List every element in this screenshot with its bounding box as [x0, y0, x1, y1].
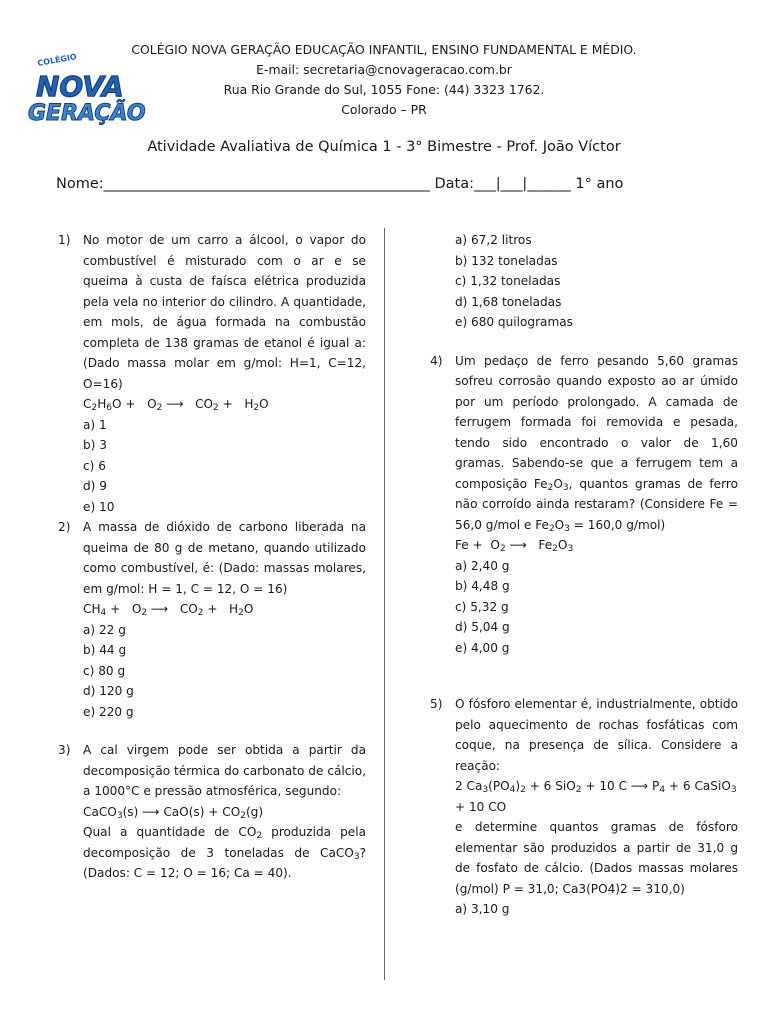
option: b) 4,48 g: [455, 579, 510, 593]
option: c) 6: [83, 458, 106, 473]
option: c) 80 g: [83, 663, 126, 678]
option: a) 22 g: [83, 622, 126, 637]
left-column: [58, 230, 366, 884]
equation-methane: $CH_4 + O_2$ ⟶ $CO_2 + H_2O$: [83, 602, 254, 618]
question-text: O fósforo elementar é, industrialmente, obtido pelo aquecimento de rochas fosfáticas com coque, na presença de sílica. Considere a reação:: [455, 697, 738, 773]
option: e) 4,00 g: [455, 640, 510, 655]
question-3: [58, 740, 366, 802]
right-column: [430, 230, 738, 920]
question-number: 5): [430, 697, 443, 711]
option: a) 2,40 g: [455, 558, 510, 573]
question-text: A cal virgem pode ser obtida a partir da decomposição térmica do carbonato de cálcio, a 1000°C e pressão atmosférica, segundo:: [83, 743, 366, 798]
school-address: Rua Rio Grande do Sul, 1055 Fone: (44) 3323 1762.: [223, 82, 545, 97]
question-number: 2): [58, 520, 71, 534]
option: b) 3: [83, 438, 107, 452]
question-4: [430, 351, 738, 536]
option: e) 220 g: [83, 704, 134, 719]
student-info-line: Nome:_____________________________________________ Data:___|___|______ 1° ano: [56, 176, 624, 192]
question-text: Um pedaço de ferro pesando 5,60 gramas sofreu corrosão quando exposto ao ar úmido por um período prolongado. A camada de ferrugem formada foi removida e pesada, tendo sido encontrado o valor de 1,60 gramas. Sabendo-se que a ferrugem tem a composição $Fe_2O_3$, quantos gramas de ferro não corroído ainda restaram? (Considere Fe = 56,0 g/mol e $Fe_2O_3 = 160,0$ g/mol): [455, 353, 738, 534]
column-divider: [384, 228, 385, 980]
option: d) 5,04 g: [455, 620, 510, 634]
option: e) 10: [83, 499, 115, 514]
question-number: 1): [58, 233, 71, 247]
logo-line1: NOVA: [36, 70, 124, 103]
question-text: e determine quantos gramas de fósforo elementar são produzidos a partir de 31,0 g de fosfato de cálcio. (Dados massas molares (g/mol) P = 31,0; Ca3(PO4)2 = 310,0): [455, 820, 738, 896]
question-3-prompt: [58, 822, 366, 884]
school-city: Colorado – PR: [341, 102, 427, 117]
question-number: 3): [58, 743, 71, 757]
equation-phosphorus: 2 $Ca_3(PO_4)_2 + 6$ SiO$_2$ + 10 C ⟶ $P_4 + 6$ CaSiO$_3$ + 10 CO: [455, 779, 737, 814]
question-number: 4): [430, 353, 443, 368]
option: e) 680 quilogramas: [455, 315, 573, 329]
equation-phosphorus-wrap: [430, 776, 738, 817]
question-2: [58, 517, 366, 599]
option: d) 1,68 toneladas: [455, 294, 562, 309]
question-5-continued: [430, 817, 738, 899]
equation-ethanol: $C_2H_6O + O_2$ ⟶ $CO_2 + H_2O$: [83, 397, 269, 413]
school-name: COLÉGIO NOVA GERAÇÃO EDUCAÇÃO INFANTIL, ENSINO FUNDAMENTAL E MÉDIO.: [131, 42, 637, 57]
option: b) 132 toneladas: [455, 253, 558, 268]
option: c) 1,32 toneladas: [455, 274, 561, 288]
question-text: A massa de dióxido de carbono liberada na queima de 80 g de metano, quando utilizado como combustível, é: (Dado: massas molares, em g/mol: H = 1, C = 12, O = 16): [83, 520, 366, 596]
option: a) 1: [83, 417, 107, 432]
school-email: E-mail: secretaria@cnovageracao.com.br: [256, 62, 512, 77]
logo-top-text: COLÉGIO: [36, 52, 78, 68]
option: b) 44 g: [83, 643, 127, 657]
option: a) 67,2 litros: [455, 233, 532, 247]
option: c) 5,32 g: [455, 599, 509, 614]
option: d) 120 g: [83, 684, 134, 698]
logo-line2: GERAÇÃO: [28, 101, 146, 126]
question-1: [58, 230, 366, 394]
question-text: Qual a quantidade de $CO_2$ produzida pela decomposição de 3 toneladas de CaCO$_3$? (Dados: C = 12; O = 16; Ca = 40).: [83, 825, 366, 880]
option: a) 3,10 g: [455, 902, 510, 916]
equation-calcium-carbonate: CaCO$_3$(s) ⟶ $CaO(s) + CO_2(g)$: [83, 804, 264, 821]
exam-title: Atividade Avaliativa de Química 1 - 3° Bimestre - Prof. João Víctor: [147, 139, 621, 155]
question-text: No motor de um carro a álcool, o vapor do combustível é misturado com o ar e se queima à custa de faísca elétrica produzida pela vela no interior do cilindro. A quantidade, em mols, de água formada na combustão completa de 138 gramas de etanol é igual a: (Dado massa molar em g/mol: H=1, C=12, O=16): [83, 233, 366, 391]
school-logo: [24, 50, 156, 126]
equation-iron-oxide: $Fe + O_2$ ⟶ $Fe_2O_3$: [455, 538, 574, 554]
question-5: [430, 694, 738, 776]
option: d) 9: [83, 479, 107, 493]
